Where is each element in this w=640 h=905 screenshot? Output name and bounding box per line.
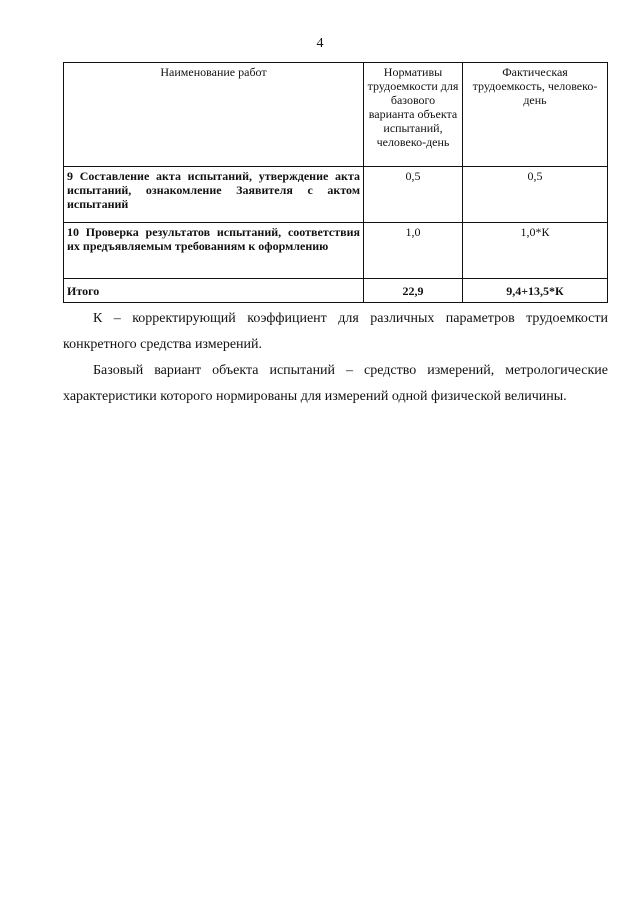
row-fact-value: 0,5	[463, 167, 608, 223]
labor-table	[63, 62, 608, 303]
row-work-name: 9 Составление акта испытаний, утверждение акта испытаний, ознакомление Заявителя с актом испытаний	[64, 167, 364, 223]
table-row	[64, 167, 608, 223]
row-norm-value: 0,5	[364, 167, 463, 223]
header-norm: Нормативы трудоемкости для базового варианта объекта испытаний, человеко-день	[364, 63, 463, 167]
row-fact-value: 1,0*К	[463, 223, 608, 279]
table-header-row	[64, 63, 608, 167]
total-fact-value: 9,4+13,5*К	[463, 279, 608, 303]
total-norm-value: 22,9	[364, 279, 463, 303]
row-work-name: 10 Проверка результатов испытаний, соответствия их предъявляемым требованиям к оформлению	[64, 223, 364, 279]
row-norm-value: 1,0	[364, 223, 463, 279]
table-total-row	[64, 279, 608, 303]
base-variant-note: Базовый вариант объекта испытаний – средство измерений, метрологические характеристики которого нормированы для измерений одной физической величины.	[63, 363, 608, 404]
coefficient-note: К – корректирующий коэффициент для различных параметров трудоемкости конкретного средства измерений.	[63, 311, 608, 352]
page-number: 4	[316, 36, 324, 51]
header-fact: Фактическая трудоемкость, человеко-день	[463, 63, 608, 167]
total-label: Итого	[64, 279, 364, 303]
table-row	[64, 223, 608, 279]
header-work-name: Наименование работ	[64, 63, 364, 167]
